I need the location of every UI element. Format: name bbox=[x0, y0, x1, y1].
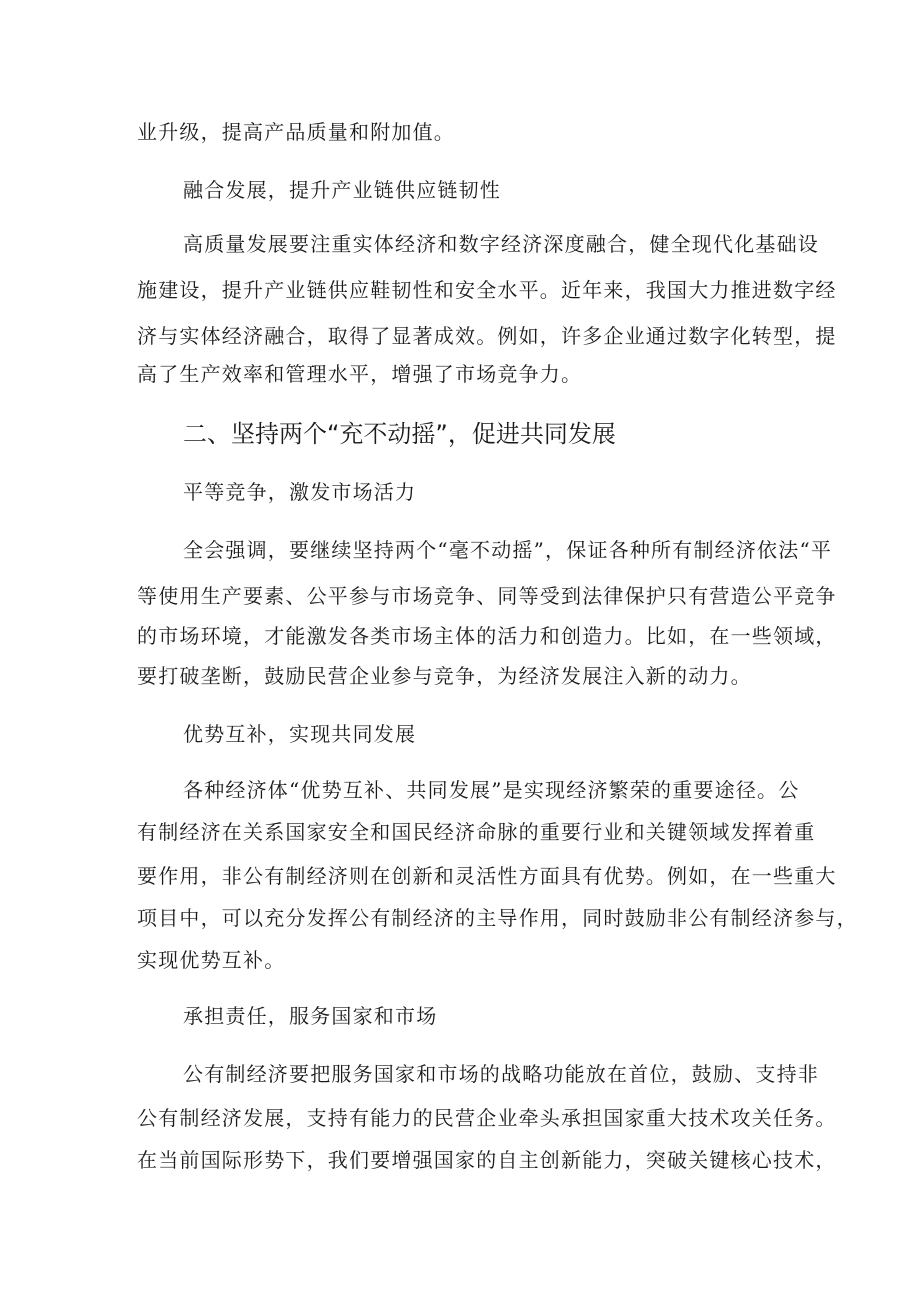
paragraph-line: 全会强调，要继续坚持两个“毫不动摇”，保证各种所有制经济依法“平 bbox=[183, 538, 833, 562]
paragraph-line: 高了生产效率和管理水平，增强了市场竞争力。 bbox=[137, 362, 583, 386]
paragraph-line: 的市场环境，才能激发各类市场主体的活力和创造力。比如，在一些领域， bbox=[137, 624, 837, 648]
subheading: 平等竞争，激发市场活力 bbox=[183, 480, 417, 504]
paragraph-line: 业升级，提高产品质量和附加值。 bbox=[137, 120, 455, 144]
paragraph-line: 有制经济在关系国家安全和国民经济命脉的重要行业和关键领域发挥着重 bbox=[137, 820, 816, 844]
paragraph-line: 要作用，非公有制经济则在创新和灵活性方面具有优势。例如，在一些重大 bbox=[137, 864, 837, 888]
paragraph-line: 各种经济体“优势互补、共同发展”是实现经济繁荣的重要途径。公 bbox=[183, 778, 800, 802]
subheading: 承担责任，服务国家和市场 bbox=[183, 1004, 438, 1028]
paragraph-line: 公有制经济要把服务国家和市场的战略功能放在首位，鼓励、支持非 bbox=[183, 1062, 819, 1086]
paragraph-line: 济与实体经济融合，取得了显著成效。例如，许多企业通过数字化转型，提 bbox=[137, 324, 837, 348]
paragraph-line: 要打破垄断，鼓励民营企业参与竞争，为经济发展注入新的动力。 bbox=[137, 664, 752, 688]
subheading: 融合发展，提升产业链供应链韧性 bbox=[183, 178, 501, 202]
paragraph-line: 等使用生产要素、公平参与市场竞争、同等受到法律保护只有营造公平竞争 bbox=[137, 584, 837, 608]
paragraph-line: 项目中，可以充分发挥公有制经济的主导作用，同时鼓励非公有制经济参与， bbox=[137, 906, 858, 930]
paragraph-line: 在当前国际形势下，我们要增强国家的自主创新能力，突破关键核心技术， bbox=[137, 1148, 837, 1172]
paragraph-line: 施建设，提升产业链供应鞋韧性和安全水平。近年来，我国大力推进数字经 bbox=[137, 278, 837, 302]
paragraph-line: 高质量发展要注重实体经济和数字经济深度融合，健全现代化基础设 bbox=[183, 232, 819, 256]
section-heading: 二、坚持两个“充不动摇”，促进共同发展 bbox=[183, 420, 616, 448]
subheading: 优势互补，实现共同发展 bbox=[183, 722, 417, 746]
paragraph-line: 实现优势互补。 bbox=[137, 948, 286, 972]
paragraph-line: 公有制经济发展，支持有能力的民营企业牵头承担国家重大技术攻关任务。 bbox=[137, 1106, 837, 1130]
